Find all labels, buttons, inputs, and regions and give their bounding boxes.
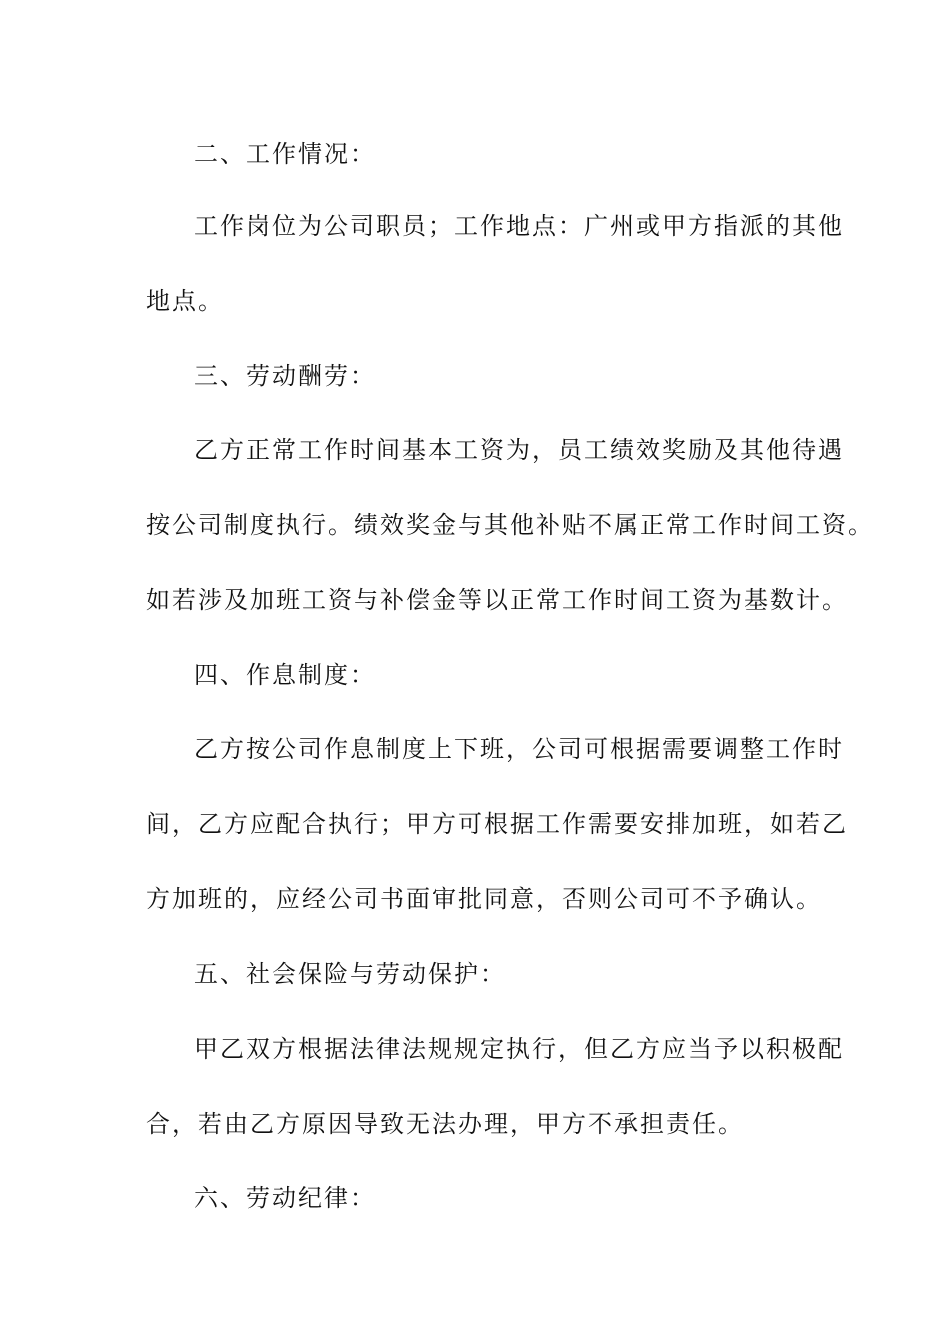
section-heading-labor-discipline: 六、劳动纪律： bbox=[194, 1184, 376, 1212]
paragraph-line: 间，乙方应配合执行；甲方可根据工作需要安排加班，如若乙 bbox=[146, 810, 848, 838]
section-heading-social-insurance: 五、社会保险与劳动保护： bbox=[194, 960, 506, 988]
paragraph-line: 乙方正常工作时间基本工资为，员工绩效奖励及其他待遇 bbox=[194, 436, 844, 464]
paragraph-line: 工作岗位为公司职员；工作地点：广州或甲方指派的其他 bbox=[194, 212, 844, 240]
paragraph-line: 方加班的，应经公司书面审批同意，否则公司可不予确认。 bbox=[146, 885, 822, 913]
section-heading-work-situation: 二、工作情况： bbox=[194, 140, 376, 168]
paragraph-line: 合，若由乙方原因导致无法办理，甲方不承担责任。 bbox=[146, 1110, 744, 1138]
paragraph-line: 如若涉及加班工资与补偿金等以正常工作时间工资为基数计。 bbox=[146, 586, 848, 614]
section-heading-labor-remuneration: 三、劳动酬劳： bbox=[194, 362, 376, 390]
paragraph-line: 地点。 bbox=[146, 287, 224, 315]
paragraph-line: 按公司制度执行。绩效奖金与其他补贴不属正常工作时间工资。 bbox=[146, 511, 874, 539]
paragraph-line: 甲乙双方根据法律法规规定执行，但乙方应当予以积极配 bbox=[194, 1035, 844, 1063]
paragraph-line: 乙方按公司作息制度上下班，公司可根据需要调整工作时 bbox=[194, 735, 844, 763]
section-heading-work-rest-system: 四、作息制度： bbox=[194, 661, 376, 689]
